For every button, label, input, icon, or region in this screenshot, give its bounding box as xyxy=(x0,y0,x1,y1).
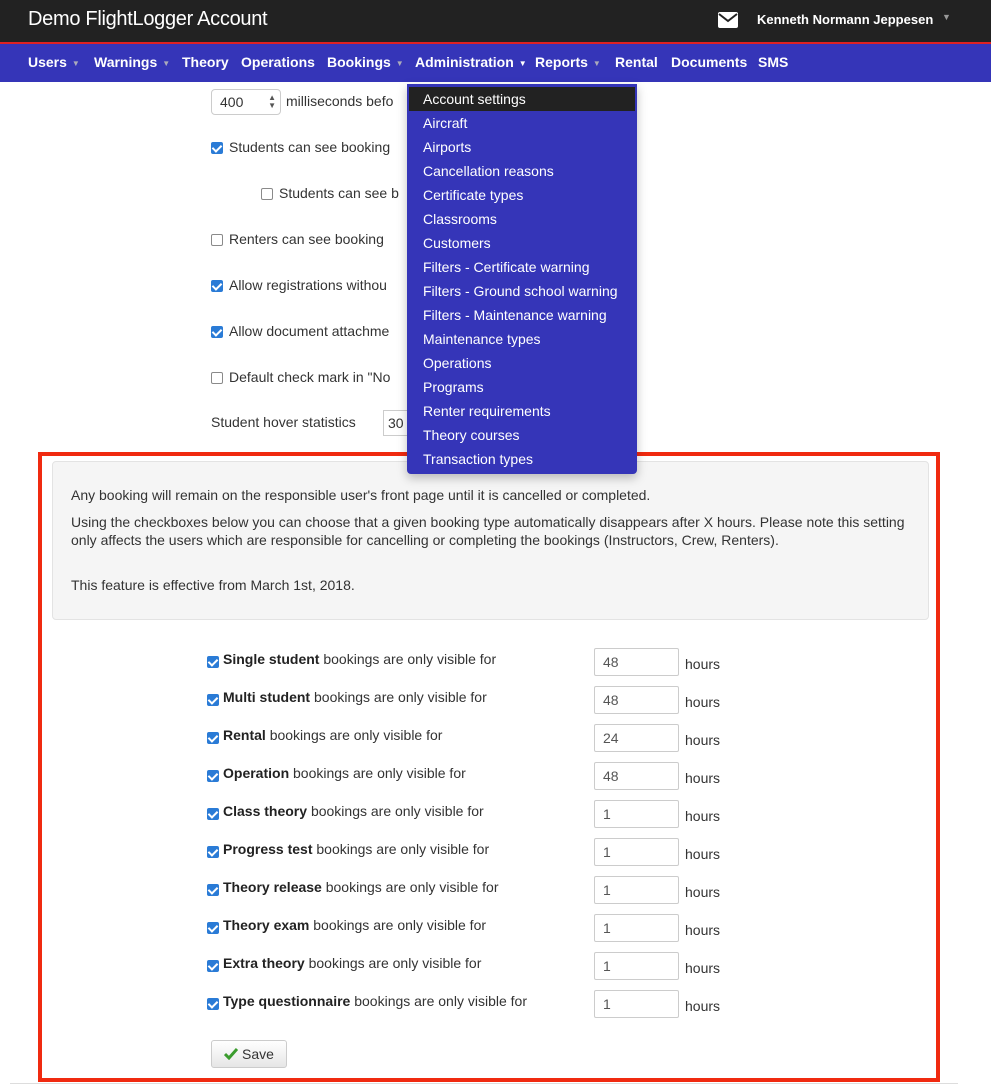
allow-registrations-label: Allow registrations withou xyxy=(229,277,387,293)
nav-label: Rental xyxy=(615,54,658,70)
nav-operations[interactable] xyxy=(241,54,315,70)
hours-unit: hours xyxy=(685,656,721,672)
renters-see-label: Renters can see booking xyxy=(229,231,384,247)
menu-item-certificate-types[interactable]: Certificate types xyxy=(423,187,524,203)
nav-label: Users xyxy=(28,54,67,70)
rental-hours-input[interactable]: 24 xyxy=(594,724,679,752)
booking-type: Progress test xyxy=(223,841,313,857)
booking-type: Single student xyxy=(223,651,320,667)
nav-theory[interactable] xyxy=(182,54,229,70)
booking-type: Type questionnaire xyxy=(223,993,351,1009)
hours-unit: hours xyxy=(685,846,721,862)
menu-item-account-settings[interactable]: Account settings xyxy=(409,87,635,111)
highlight-frame xyxy=(38,452,940,1082)
booking-suffix: bookings are only visible for xyxy=(313,917,487,933)
mail-icon[interactable] xyxy=(718,12,738,28)
nav-label: Administration xyxy=(415,54,514,70)
chevron-down-icon[interactable]: ▼ xyxy=(942,12,951,22)
booking-type: Theory exam xyxy=(223,917,310,933)
hours-unit: hours xyxy=(685,998,721,1014)
booking-type: Theory release xyxy=(223,879,322,895)
save-label: Save xyxy=(242,1046,274,1062)
nav-label: Warnings xyxy=(94,54,158,70)
main-nav xyxy=(0,42,991,82)
booking-suffix: bookings are only visible for xyxy=(316,841,490,857)
nav-label: Reports xyxy=(535,54,588,70)
nav-warnings[interactable] xyxy=(94,54,170,70)
allow-attachments-checkbox[interactable] xyxy=(211,326,223,338)
booking-type: Operation xyxy=(223,765,290,781)
nav-rental[interactable] xyxy=(615,54,658,70)
nav-users[interactable] xyxy=(28,54,80,70)
progress-test-hours-input[interactable]: 1 xyxy=(594,838,679,866)
booking-type: Multi student xyxy=(223,689,311,705)
divider xyxy=(10,1083,958,1084)
students-see-sub-checkbox[interactable] xyxy=(261,188,273,200)
chevron-down-icon: ▼ xyxy=(162,58,171,68)
chevron-down-icon: ▼ xyxy=(592,58,601,68)
default-checkmark-checkbox[interactable] xyxy=(211,372,223,384)
info-paragraph: Any booking will remain on the responsible user's front page until it is cancelled or completed. xyxy=(71,487,651,503)
students-see-sub-label: Students can see b xyxy=(279,185,399,201)
menu-item-aircraft[interactable]: Aircraft xyxy=(423,115,468,131)
menu-item-filters-maintenance-warning[interactable]: Filters - Maintenance warning xyxy=(423,307,607,323)
hours-unit: hours xyxy=(685,808,721,824)
nav-bookings[interactable] xyxy=(327,54,404,70)
booking-type: Class theory xyxy=(223,803,308,819)
booking-suffix: bookings are only visible for xyxy=(308,955,482,971)
menu-item-operations[interactable]: Operations xyxy=(423,355,492,371)
theory-exam-hours-input[interactable]: 1 xyxy=(594,914,679,942)
chevron-down-icon: ▼ xyxy=(395,58,404,68)
operation-hours-input[interactable]: 48 xyxy=(594,762,679,790)
menu-item-filters-ground-school-warning[interactable]: Filters - Ground school warning xyxy=(423,283,618,299)
hours-unit: hours xyxy=(685,694,721,710)
nav-sms[interactable] xyxy=(758,54,788,70)
delay-label: milliseconds befo xyxy=(286,93,394,109)
allow-registrations-checkbox[interactable] xyxy=(211,280,223,292)
hover-stats-label: Student hover statistics xyxy=(211,414,356,430)
info-paragraph: This feature is effective from March 1st, 2018. xyxy=(71,577,355,593)
theory-release-hours-input[interactable]: 1 xyxy=(594,876,679,904)
top-bar xyxy=(0,0,991,42)
class-theory-hours-input[interactable]: 1 xyxy=(594,800,679,828)
menu-item-filters-certificate-warning[interactable]: Filters - Certificate warning xyxy=(423,259,590,275)
nav-documents[interactable] xyxy=(671,54,747,70)
booking-suffix: bookings are only visible for xyxy=(269,727,443,743)
menu-item-theory-courses[interactable]: Theory courses xyxy=(423,427,520,443)
booking-suffix: bookings are only visible for xyxy=(323,651,497,667)
user-menu[interactable]: Kenneth Normann Jeppesen xyxy=(757,12,934,27)
hours-unit: hours xyxy=(685,732,721,748)
booking-suffix: bookings are only visible for xyxy=(354,993,527,1009)
delay-value: 400 xyxy=(220,94,244,110)
info-paragraph: Using the checkboxes below you can choose that a given booking type automatically disappears after X hours. Please note this setting only affects the users which are responsible for cancelling or completing the bookings (Instructors, Crew, Renters). xyxy=(71,514,905,548)
nav-administration[interactable] xyxy=(415,54,527,70)
booking-suffix: bookings are only visible for xyxy=(325,879,499,895)
menu-item-maintenance-types[interactable]: Maintenance types xyxy=(423,331,541,347)
administration-dropdown xyxy=(407,84,637,474)
nav-label: Bookings xyxy=(327,54,391,70)
menu-item-renter-requirements[interactable]: Renter requirements xyxy=(423,403,551,419)
type-questionnaire-hours-input[interactable]: 1 xyxy=(594,990,679,1018)
chevron-down-icon: ▼ xyxy=(71,58,80,68)
hours-unit: hours xyxy=(685,922,721,938)
allow-attachments-label: Allow document attachme xyxy=(229,323,390,339)
booking-suffix: bookings are only visible for xyxy=(293,765,466,781)
menu-item-cancellation-reasons[interactable]: Cancellation reasons xyxy=(423,163,554,179)
hours-unit: hours xyxy=(685,960,721,976)
booking-type: Extra theory xyxy=(223,955,305,971)
spinner-arrows-icon[interactable]: ▲ ▼ xyxy=(268,93,276,110)
hover-stats-input[interactable]: 30 xyxy=(383,410,413,436)
menu-item-programs[interactable]: Programs xyxy=(423,379,484,395)
nav-reports[interactable] xyxy=(535,54,601,70)
menu-item-airports[interactable]: Airports xyxy=(423,139,472,155)
nav-label: Documents xyxy=(671,54,748,70)
multi-student-hours-input[interactable]: 48 xyxy=(594,686,679,714)
hours-unit: hours xyxy=(685,770,721,786)
delay-spinner[interactable] xyxy=(211,89,281,115)
menu-item-classrooms[interactable]: Classrooms xyxy=(423,211,497,227)
booking-suffix: bookings are only visible for xyxy=(314,689,487,705)
nav-label: SMS xyxy=(758,54,789,70)
extra-theory-hours-input[interactable]: 1 xyxy=(594,952,679,980)
single-student-hours-input[interactable]: 48 xyxy=(594,648,679,676)
booking-type: Rental xyxy=(223,727,266,743)
chevron-down-icon: ▼ xyxy=(518,58,527,68)
students-see-label: Students can see booking xyxy=(229,139,391,155)
students-see-checkbox[interactable] xyxy=(211,142,223,154)
brand-title[interactable]: Demo FlightLogger Account xyxy=(28,8,268,30)
nav-label: Operations xyxy=(241,54,315,70)
menu-item-transaction-types[interactable]: Transaction types xyxy=(423,451,533,467)
menu-item-customers[interactable]: Customers xyxy=(423,235,491,251)
booking-suffix: bookings are only visible for xyxy=(310,803,484,819)
default-checkmark-label: Default check mark in "No xyxy=(229,369,391,385)
hours-unit: hours xyxy=(685,884,721,900)
nav-label: Theory xyxy=(182,54,229,70)
renters-see-checkbox[interactable] xyxy=(211,234,223,246)
